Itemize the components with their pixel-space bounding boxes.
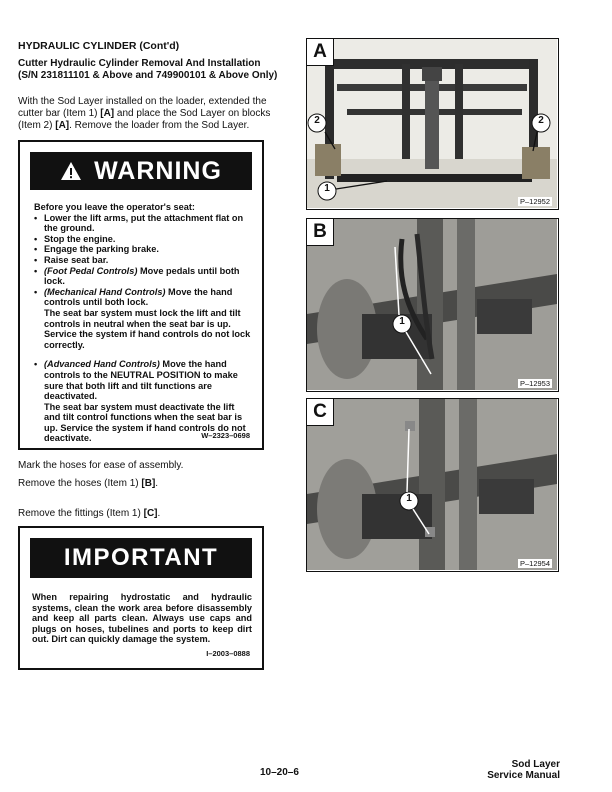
intro-ref-a2: [A] [55, 120, 70, 131]
intro-paragraph [18, 96, 282, 132]
warning-code: W–2323–0698 [201, 431, 250, 440]
figure-b-number: P–12953 [519, 379, 550, 388]
intro-text-1: With the Sod Layer installed on the loader, extended the cutter bar (Item 1) [18, 96, 267, 119]
warning-item: • Stop the engine. [34, 233, 116, 244]
important-title: IMPORTANT [63, 544, 219, 571]
figure-b-photo [307, 219, 557, 390]
page-number: 10–20–6 [260, 767, 299, 778]
intro-text-2: and place the Sod Layer on blocks (Item 2) [18, 108, 271, 131]
important-banner [30, 538, 252, 578]
intro-ref-a: [A] [100, 108, 115, 119]
intro-text-3: . Remove the loader from the Sod Layer. [69, 120, 250, 131]
manual-title [487, 759, 560, 781]
warning-item: • Lower the lift arms, put the attachment flat on the ground. [34, 212, 244, 234]
warning-content [34, 202, 252, 444]
callout-1: 1 [406, 493, 412, 504]
warning-title: WARNING [94, 156, 222, 185]
important-code: I–2003–0888 [206, 649, 250, 658]
step-mark-hoses: Mark the hoses for ease of assembly. [18, 460, 184, 471]
important-text: When repairing hydrostatic and hydraulic systems, clean the work area before disassembly and keep all parts clean. Always use caps and plugs on hoses, tubelines and ports to keep dirt out. Dirt can quickly damage the system. [32, 592, 252, 645]
figure-b-label: B [307, 219, 334, 246]
manual-title-line1: Sod Layer [511, 759, 560, 770]
warning-item: • Raise seat bar. [34, 254, 109, 265]
figure-b [306, 218, 559, 392]
warning-item: • Engage the parking brake. [34, 244, 159, 255]
callout-2-left: 2 [314, 115, 320, 126]
callout-1: 1 [399, 316, 405, 327]
figure-c [306, 398, 559, 572]
manual-title-line2: Service Manual [487, 770, 560, 781]
step-remove-fittings: Remove the fittings (Item 1) [C]. [18, 508, 161, 519]
warning-banner [30, 152, 252, 190]
warning-box [18, 140, 264, 450]
callout-1: 1 [324, 183, 330, 194]
callout-2-right: 2 [538, 115, 544, 126]
warning-adv-note: The seat bar system must deactivate the lift and tilt control functions when the seat bar is up. Service the system if hand controls do not deactivate. [44, 401, 246, 444]
warning-mech-note: The seat bar system must lock the lift and tilt controls in neutral when the seat bar is up. Service the system if hand controls do not lock correctly. [44, 307, 251, 350]
warning-triangle-icon [60, 161, 82, 181]
important-box [18, 526, 264, 670]
figure-a [306, 38, 559, 210]
figure-a-photo [307, 39, 557, 208]
figure-a-label: A [307, 39, 334, 66]
warning-intro: Before you leave the operator's seat: [34, 202, 195, 212]
warning-item: • (Mechanical Hand Controls) Move the hand controls until both lock. The seat bar system must lock the lift and tilt controls in neutral when the seat bar is up. Service the system if hand controls do not lock correctly. [34, 286, 251, 350]
procedure-subtitle: Cutter Hydraulic Cylinder Removal And Installation (S/N 231811101 & Above and 749900101 & Above Only) [18, 58, 278, 81]
warning-item: • (Advanced Hand Controls) Move the hand controls to the NEUTRAL POSITION to make sure that both lift and tilt functions are deactivated. The seat bar system must deactivate the lift and tilt control functions when the seat bar is up. Service the system if hand controls do not deactivate. [34, 359, 246, 444]
step-remove-hoses: Remove the hoses (Item 1) [B]. [18, 478, 159, 489]
warning-item: • (Foot Pedal Controls) Move pedals until both lock. [34, 265, 240, 287]
figure-c-photo [307, 399, 557, 570]
figure-c-label: C [307, 399, 334, 426]
figure-a-number: P–12952 [519, 197, 550, 206]
figure-c-number: P–12954 [519, 559, 550, 568]
section-title: HYDRAULIC CYLINDER (Cont'd) [18, 40, 180, 52]
